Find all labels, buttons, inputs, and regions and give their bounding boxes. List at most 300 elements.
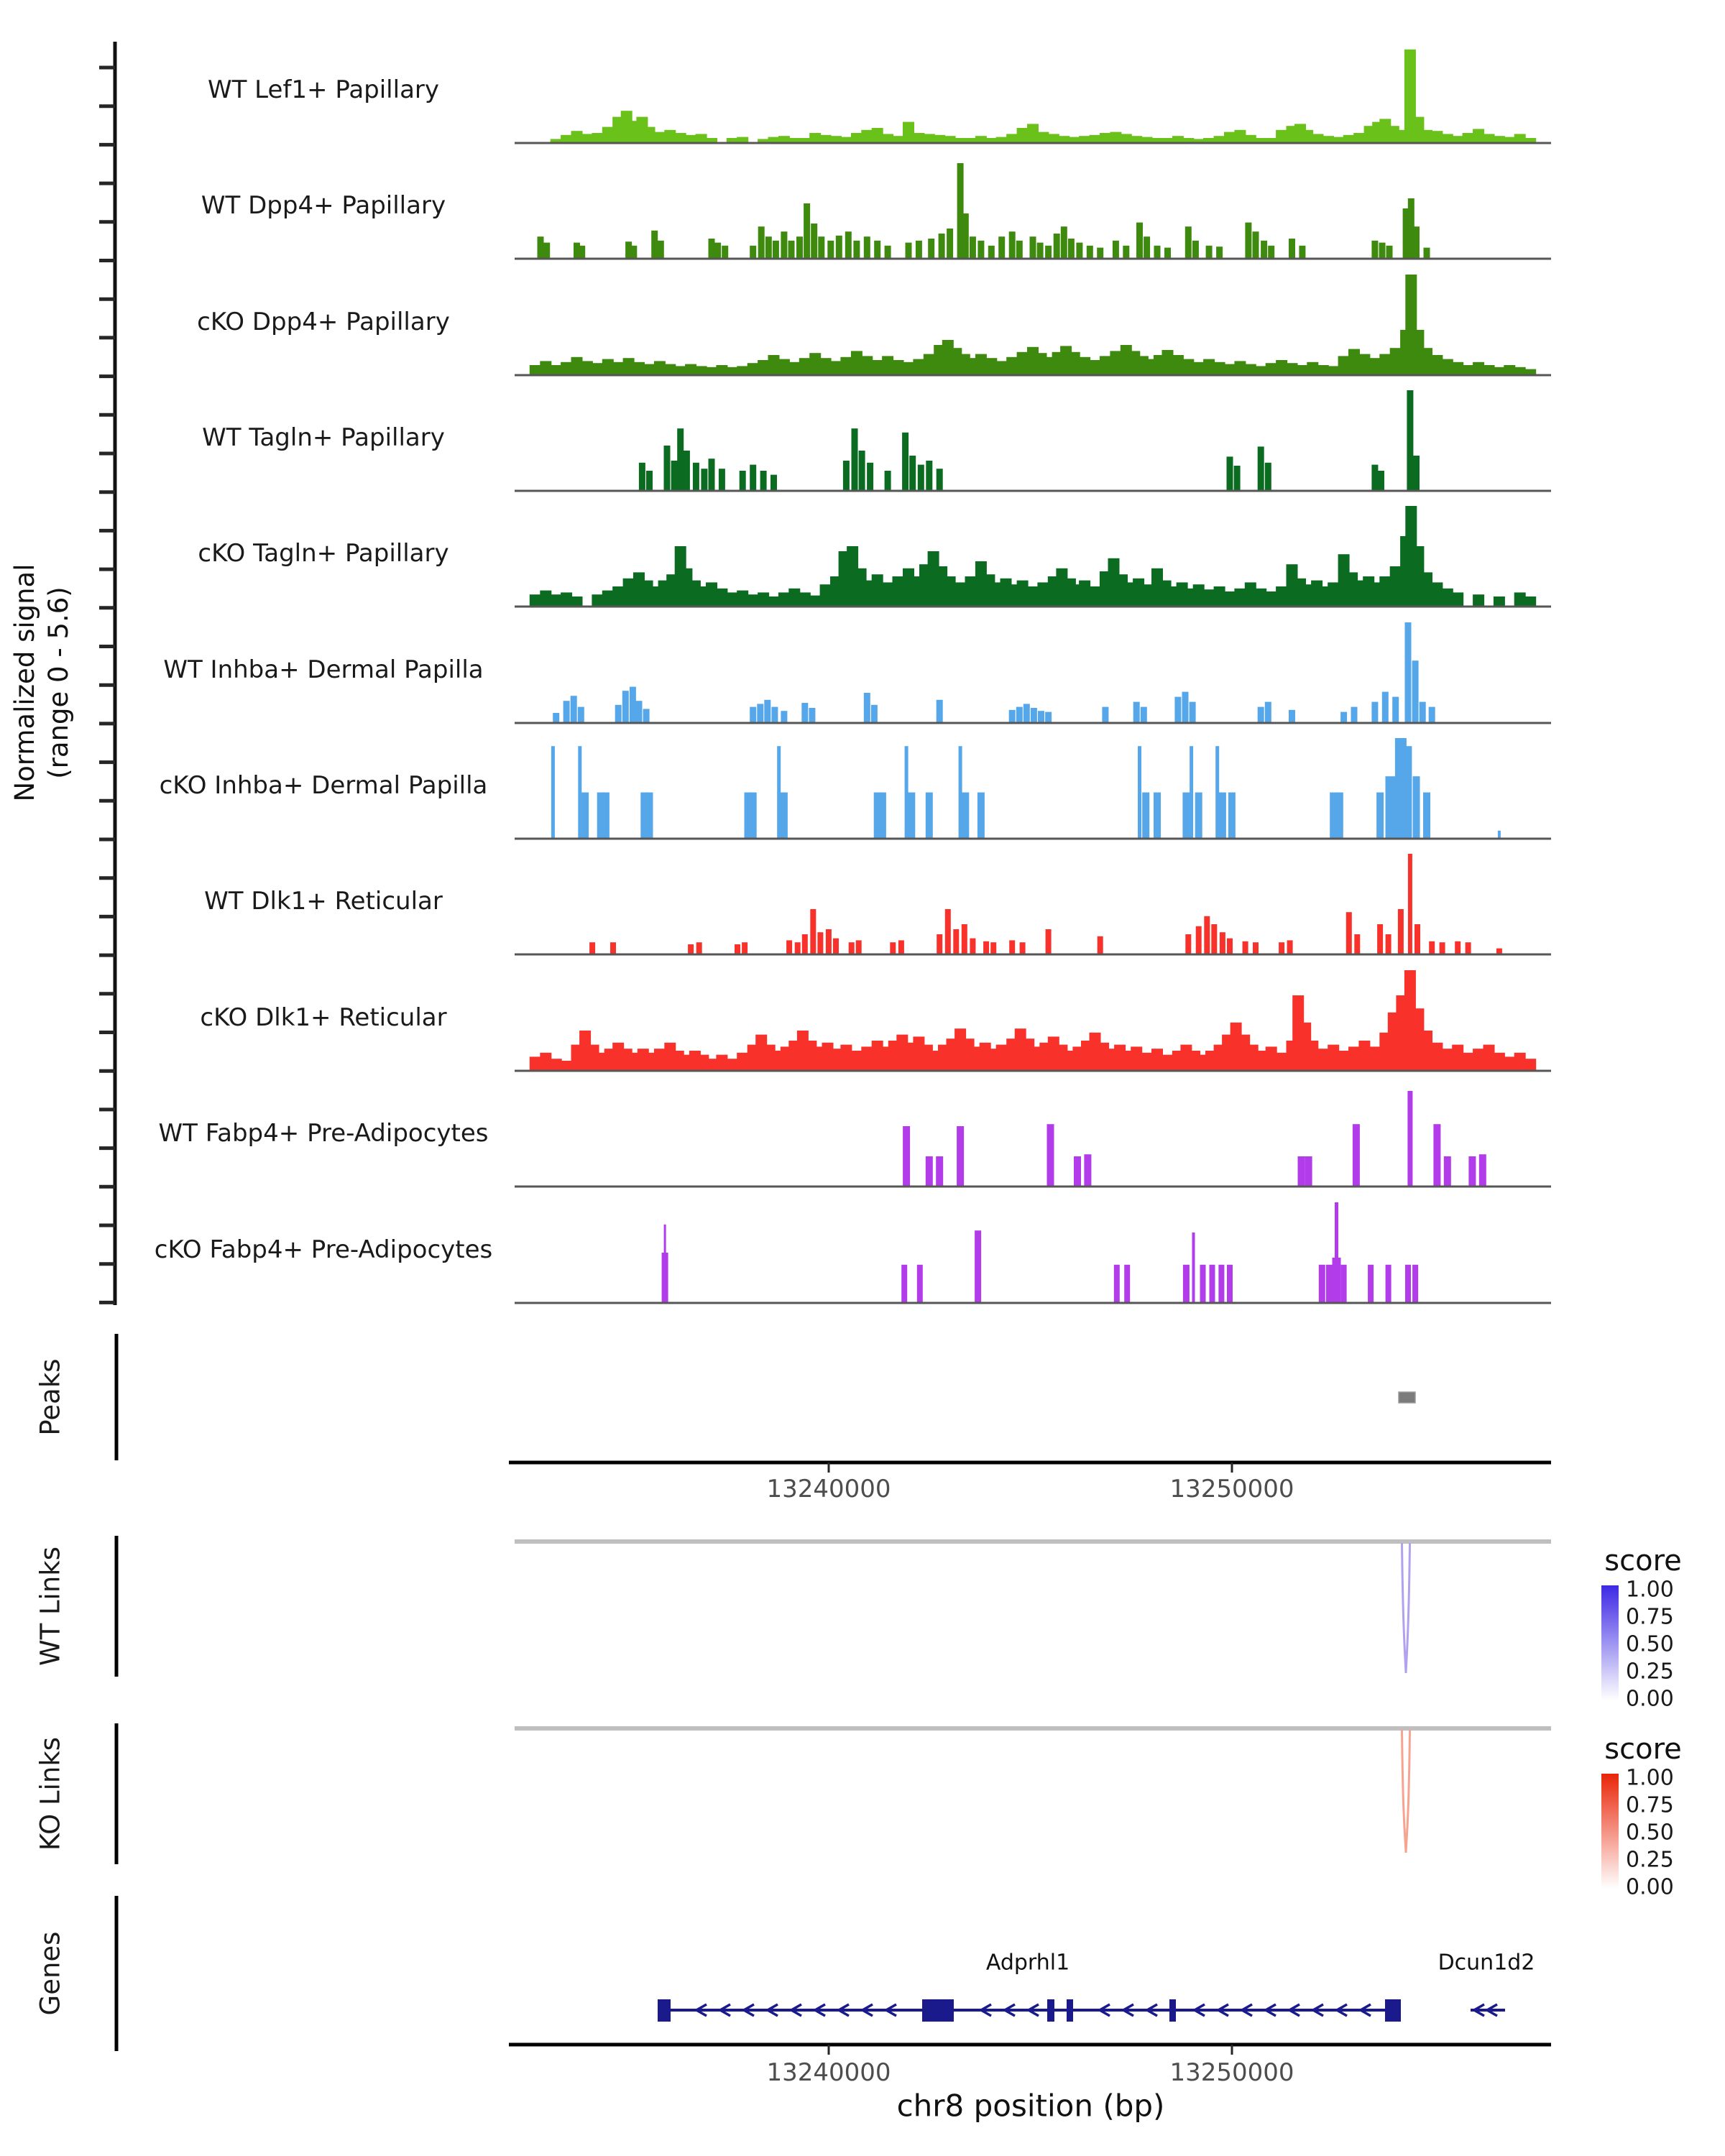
signal-bar — [561, 592, 572, 607]
signal-bar — [1190, 746, 1193, 839]
signal-bar — [688, 944, 694, 954]
ko-score-label: 1.00 — [1626, 1765, 1674, 1791]
signal-bar — [1340, 712, 1347, 723]
signal-bar — [864, 693, 870, 723]
signal-bar — [1265, 702, 1271, 723]
signal-bar — [1164, 248, 1171, 259]
signal-bar — [1253, 942, 1259, 954]
signal-bar — [851, 1051, 862, 1071]
gene-exon[interactable] — [1047, 1999, 1054, 2022]
wt-score-label: 0.75 — [1626, 1604, 1674, 1630]
signal-bar — [845, 231, 852, 259]
signal-bar — [872, 360, 883, 375]
signal-bar — [924, 354, 935, 375]
track-label: cKO Fabp4+ Pre-Adipocytes — [154, 1235, 493, 1264]
ko-score-gradient — [1601, 1774, 1619, 1889]
axis1-tick-13240000: 13240000 — [766, 1475, 891, 1503]
signal-bar — [802, 934, 808, 954]
signal-bar — [551, 746, 555, 839]
signal-bar — [589, 942, 595, 954]
signal-bar — [644, 364, 656, 375]
signal-bar — [1312, 134, 1324, 143]
signal-bar — [1017, 352, 1029, 375]
signal-bar — [1305, 1156, 1312, 1187]
signal-bar — [1200, 1265, 1206, 1303]
signal-bar — [677, 428, 684, 491]
signal-bar — [1268, 246, 1274, 259]
signal-bar — [706, 367, 717, 375]
signal-bar — [944, 576, 956, 607]
signal-bar — [926, 1156, 933, 1187]
signal-bar — [1243, 941, 1248, 954]
gene-label-adprhl1: Adprhl1 — [985, 1950, 1070, 1976]
signal-bar — [1009, 231, 1016, 259]
signal-bar — [1429, 941, 1435, 954]
signal-bar — [1289, 239, 1295, 259]
gene-exon[interactable] — [1385, 1999, 1401, 2022]
signal-bar — [890, 942, 896, 954]
signal-bar — [1379, 243, 1386, 259]
signal-bar — [1479, 1154, 1486, 1187]
signal-bar — [1110, 132, 1121, 143]
signal-bar — [581, 134, 593, 143]
signal-bar — [1338, 1051, 1350, 1071]
signal-bar — [602, 359, 614, 375]
signal-bar — [651, 231, 658, 259]
signal-bar — [664, 1225, 666, 1303]
signal-bar — [852, 428, 858, 491]
signal-bar — [1386, 1265, 1392, 1303]
signal-bar — [1258, 707, 1264, 723]
signal-bar — [1405, 622, 1412, 723]
signal-bar — [1079, 357, 1090, 375]
signal-bar — [809, 596, 821, 607]
signal-bar — [1195, 793, 1202, 839]
signal-bar — [592, 363, 603, 375]
signal-bar — [1227, 1265, 1233, 1303]
signal-bar — [1074, 1156, 1081, 1187]
signal-bar — [1452, 1045, 1463, 1071]
signal-bar — [909, 456, 916, 491]
signal-bar — [540, 361, 551, 375]
signal-bar — [1192, 241, 1199, 259]
signal-bar — [970, 236, 976, 259]
signal-bar — [1183, 1265, 1190, 1303]
signal-bar — [1031, 708, 1037, 723]
signal-bar — [602, 127, 614, 143]
signal-bar — [945, 909, 951, 954]
gene-exon[interactable] — [922, 1999, 954, 2022]
signal-bar — [1431, 355, 1443, 375]
signal-bar — [1484, 134, 1495, 143]
signal-bar — [936, 1156, 943, 1187]
signal-bar — [1045, 712, 1052, 723]
signal-bar — [540, 591, 551, 607]
signal-bar — [727, 592, 738, 607]
signal-bar — [1016, 241, 1023, 259]
signal-bar — [1524, 596, 1536, 607]
signal-bar — [571, 131, 583, 143]
signal-bar — [675, 133, 686, 143]
signal-bar — [1317, 1049, 1329, 1071]
signal-bar — [1440, 942, 1445, 954]
signal-bar — [962, 793, 969, 839]
signal-bar — [654, 132, 666, 143]
signal-bar — [1266, 591, 1277, 607]
signal-bar — [840, 357, 852, 375]
ko-link-loop[interactable] — [1402, 1730, 1410, 1853]
signal-bar — [809, 708, 815, 723]
signal-bar — [1276, 360, 1287, 375]
signal-bar — [1504, 1056, 1515, 1071]
signal-bar — [768, 596, 780, 607]
signal-bar — [612, 362, 624, 375]
signal-bar — [1338, 356, 1350, 375]
signal-track-5 — [515, 506, 1551, 607]
signal-bar — [1287, 940, 1293, 954]
signal-bar — [1017, 128, 1029, 143]
signal-bar — [1227, 456, 1233, 491]
signal-bar — [636, 701, 643, 723]
signal-bar — [988, 246, 995, 259]
signal-bar — [664, 446, 671, 491]
signal-bar — [696, 134, 707, 143]
section-label-genes: Genes — [34, 1931, 66, 2016]
axis1-tick-13250000: 13250000 — [1169, 1475, 1294, 1503]
signal-bar — [788, 362, 800, 375]
signal-bar — [1407, 1091, 1412, 1187]
signal-bar — [530, 365, 541, 375]
signal-bar — [1027, 124, 1039, 143]
track-label: WT Lef1+ Papillary — [207, 75, 440, 104]
signal-bar — [1144, 236, 1150, 259]
signal-bar — [903, 1126, 910, 1187]
signal-bar — [1162, 350, 1174, 375]
signal-bar — [1498, 831, 1501, 839]
signal-bar — [1219, 793, 1226, 839]
signal-bar — [1182, 692, 1189, 723]
signal-bar — [849, 942, 855, 954]
signal-bar — [902, 433, 908, 491]
signal-bar — [1047, 1124, 1054, 1187]
signal-bar — [551, 365, 562, 375]
signal-bar — [1141, 584, 1153, 607]
signal-bar — [1142, 793, 1149, 839]
signal-bar — [622, 691, 629, 723]
signal-bar — [778, 359, 790, 375]
signal-bar — [633, 362, 645, 375]
signal-bar — [1398, 909, 1404, 954]
signal-bar — [1210, 1265, 1215, 1303]
signal-bar — [1348, 1046, 1360, 1071]
signal-bar — [540, 1053, 551, 1071]
wt-score-legend-title: score — [1604, 1544, 1682, 1577]
signal-bar — [646, 471, 653, 491]
signal-bar — [1020, 942, 1026, 954]
signal-bar — [885, 246, 891, 259]
signal-track-11 — [515, 1202, 1551, 1303]
signal-bar — [1190, 702, 1196, 723]
signal-bar — [1037, 243, 1044, 259]
signal-bar — [1390, 566, 1402, 607]
signal-bar — [996, 1045, 1008, 1071]
signal-bar — [664, 130, 676, 143]
signal-bar — [706, 1059, 717, 1071]
signal-bar — [764, 700, 770, 723]
signal-bar — [843, 461, 850, 491]
signal-bar — [1442, 359, 1453, 375]
signal-bar — [748, 594, 759, 607]
signal-bar — [788, 589, 800, 607]
signal-bar — [1061, 226, 1067, 259]
signal-bar — [1299, 246, 1305, 259]
signal-track-6 — [515, 622, 1551, 723]
signal-bar — [1386, 246, 1393, 259]
signal-bar — [615, 705, 622, 723]
signal-bar — [1113, 241, 1119, 259]
signal-bar — [1390, 348, 1402, 375]
signal-bar — [1392, 697, 1399, 723]
signal-bar — [706, 582, 717, 607]
signal-bar — [716, 1055, 727, 1071]
signal-bar — [1452, 592, 1463, 607]
signal-bar — [809, 353, 821, 375]
signal-bar — [654, 1049, 666, 1071]
signal-bar — [1341, 1265, 1347, 1303]
signal-bar — [996, 361, 1008, 375]
signal-bar — [833, 939, 839, 954]
signal-bar — [709, 239, 715, 259]
track-label: cKO Tagln+ Papillary — [198, 539, 449, 568]
signal-bar — [543, 243, 550, 259]
signal-bar — [758, 592, 769, 607]
signal-bar — [965, 576, 977, 607]
signal-bar — [1138, 746, 1141, 839]
signal-bar — [610, 942, 616, 954]
signal-bar — [1266, 363, 1277, 375]
signal-bar — [799, 592, 811, 607]
signal-bar — [1412, 660, 1419, 723]
gene-exon[interactable] — [658, 1999, 671, 2022]
signal-bar — [1214, 362, 1225, 375]
signal-track-7 — [515, 738, 1551, 839]
signal-bar — [1211, 924, 1217, 954]
signal-bar — [1406, 746, 1412, 839]
signal-bar — [1100, 133, 1111, 143]
signal-bar — [861, 1046, 873, 1071]
signal-bar — [1358, 1041, 1370, 1071]
signal-bar — [1463, 133, 1474, 143]
signal-bar — [1302, 130, 1313, 143]
signal-bar — [851, 133, 862, 143]
signal-bar — [867, 463, 873, 491]
signal-bar — [1100, 356, 1111, 375]
signal-bar — [714, 243, 721, 259]
signal-bar — [937, 469, 943, 491]
signal-bar — [1386, 776, 1396, 839]
signal-bar — [882, 582, 893, 607]
signal-bar — [918, 465, 924, 491]
signal-bar — [709, 459, 715, 491]
signal-bar — [913, 133, 924, 143]
signal-bar — [581, 793, 589, 839]
signal-bar — [1423, 793, 1430, 839]
signal-bar — [571, 696, 577, 723]
signal-bar — [1185, 934, 1191, 954]
signal-bar — [757, 704, 763, 723]
signal-bar — [538, 236, 544, 259]
signal-bar — [1514, 592, 1526, 607]
signal-bar — [571, 357, 583, 375]
signal-bar — [898, 940, 904, 954]
signal-bar — [1172, 355, 1184, 375]
signal-bar — [623, 579, 635, 607]
signal-bar — [1123, 246, 1129, 259]
signal-bar — [737, 366, 748, 375]
signal-bar — [1376, 793, 1384, 839]
signal-bar — [530, 1056, 541, 1071]
signal-bar — [796, 236, 803, 259]
signal-bar — [768, 355, 780, 375]
signal-bar — [1421, 130, 1432, 143]
signal-bar — [578, 746, 581, 839]
signal-bar — [654, 361, 666, 375]
signal-bar — [820, 358, 832, 375]
signal-bar — [579, 246, 585, 259]
signal-bar — [820, 135, 832, 143]
signal-bar — [592, 133, 603, 143]
signal-bar — [1473, 1049, 1484, 1071]
signal-track-3 — [515, 275, 1551, 375]
signal-bar — [817, 932, 823, 954]
signal-bar — [1068, 239, 1075, 259]
peak-box[interactable] — [1399, 1392, 1415, 1403]
signal-bar — [561, 135, 572, 143]
signal-bar — [750, 465, 756, 491]
signal-bar — [1328, 1045, 1339, 1071]
signal-bar — [1371, 465, 1378, 491]
signal-bar — [1408, 854, 1412, 954]
signal-bar — [1228, 793, 1236, 839]
signal-bar — [1216, 247, 1223, 259]
signal-bar — [1442, 1049, 1453, 1071]
signal-bar — [1494, 367, 1505, 375]
signal-bar — [1484, 365, 1495, 375]
signal-bar — [1037, 132, 1049, 143]
signal-bar — [811, 224, 817, 259]
signal-bar — [1421, 1031, 1432, 1071]
signal-bar — [1424, 248, 1430, 259]
signal-bar — [874, 241, 880, 259]
signal-bar — [1413, 776, 1420, 839]
signal-bar — [773, 241, 779, 259]
signal-bar — [1079, 581, 1090, 607]
signal-bar — [1386, 934, 1392, 954]
signal-bar — [1196, 926, 1202, 954]
signal-bar — [871, 705, 878, 723]
signal-bar — [737, 1053, 748, 1071]
signal-bar — [1234, 466, 1241, 491]
signal-bar — [827, 241, 834, 259]
signal-bar — [856, 940, 862, 954]
signal-bar — [893, 576, 904, 607]
signal-bar — [1330, 793, 1337, 839]
signal-bar — [1261, 241, 1267, 259]
signal-bar — [1255, 366, 1266, 375]
signal-bar — [630, 687, 636, 723]
signal-bar — [1307, 1041, 1318, 1071]
signal-bar — [928, 239, 934, 259]
signal-bar — [1431, 1043, 1443, 1071]
signal-track-4 — [515, 390, 1551, 491]
signal-bar — [861, 356, 873, 375]
gene-exon[interactable] — [1067, 1999, 1073, 2022]
signal-bar — [671, 461, 678, 491]
signal-bar — [1030, 236, 1036, 259]
signal-bar — [1192, 1233, 1195, 1303]
signal-bar — [685, 364, 696, 375]
signal-bar — [1463, 1053, 1474, 1071]
signal-bar — [727, 367, 738, 375]
signal-bar — [581, 361, 593, 375]
signal-bar — [781, 231, 787, 259]
signal-bar — [1204, 916, 1210, 954]
signal-bar — [1255, 1051, 1266, 1071]
signal-bar — [1131, 1046, 1142, 1071]
axis2-tick-13250000: 13250000 — [1169, 2058, 1294, 2087]
signal-bar — [750, 246, 756, 259]
signal-bar — [553, 713, 559, 723]
signal-bar — [1009, 940, 1015, 954]
section-label-ko-links: KO Links — [34, 1736, 66, 1851]
signal-bar — [1124, 1265, 1130, 1303]
signal-bar — [1379, 354, 1391, 375]
signal-bar — [1258, 446, 1264, 491]
signal-bar — [1378, 471, 1384, 491]
signal-bar — [1006, 584, 1018, 607]
signal-bar — [1102, 707, 1108, 723]
signal-bar — [804, 203, 810, 259]
signal-bar — [872, 128, 883, 143]
signal-bar — [1024, 704, 1030, 723]
axis2-tick-13240000: 13240000 — [766, 2058, 891, 2087]
signal-bar — [906, 243, 912, 259]
gene-exon[interactable] — [1169, 1999, 1176, 2022]
signal-bar — [1298, 1156, 1305, 1187]
track-label: WT Fabp4+ Pre-Adipocytes — [158, 1119, 489, 1148]
signal-bar — [1027, 586, 1039, 607]
signal-bar — [836, 236, 842, 259]
wt-score-label: 0.25 — [1626, 1659, 1674, 1685]
signal-bar — [578, 707, 584, 723]
signal-bar — [1319, 1265, 1325, 1303]
signal-bar — [1090, 586, 1101, 607]
signal-bar — [1037, 582, 1049, 607]
signal-bar — [799, 358, 811, 375]
signal-bar — [1141, 707, 1147, 723]
signal-bar — [1224, 132, 1236, 143]
signal-bar — [1473, 594, 1484, 607]
signal-bar — [1442, 134, 1453, 143]
wt-score-label: 0.50 — [1626, 1631, 1674, 1657]
signal-bar — [1253, 231, 1259, 259]
signal-bar — [1110, 351, 1121, 375]
signal-bar — [1279, 942, 1284, 954]
wt-link-loop[interactable] — [1402, 1543, 1410, 1673]
signal-bar — [602, 793, 610, 839]
section-label-peaks: Peaks — [34, 1358, 66, 1436]
signal-bar — [1494, 596, 1505, 607]
